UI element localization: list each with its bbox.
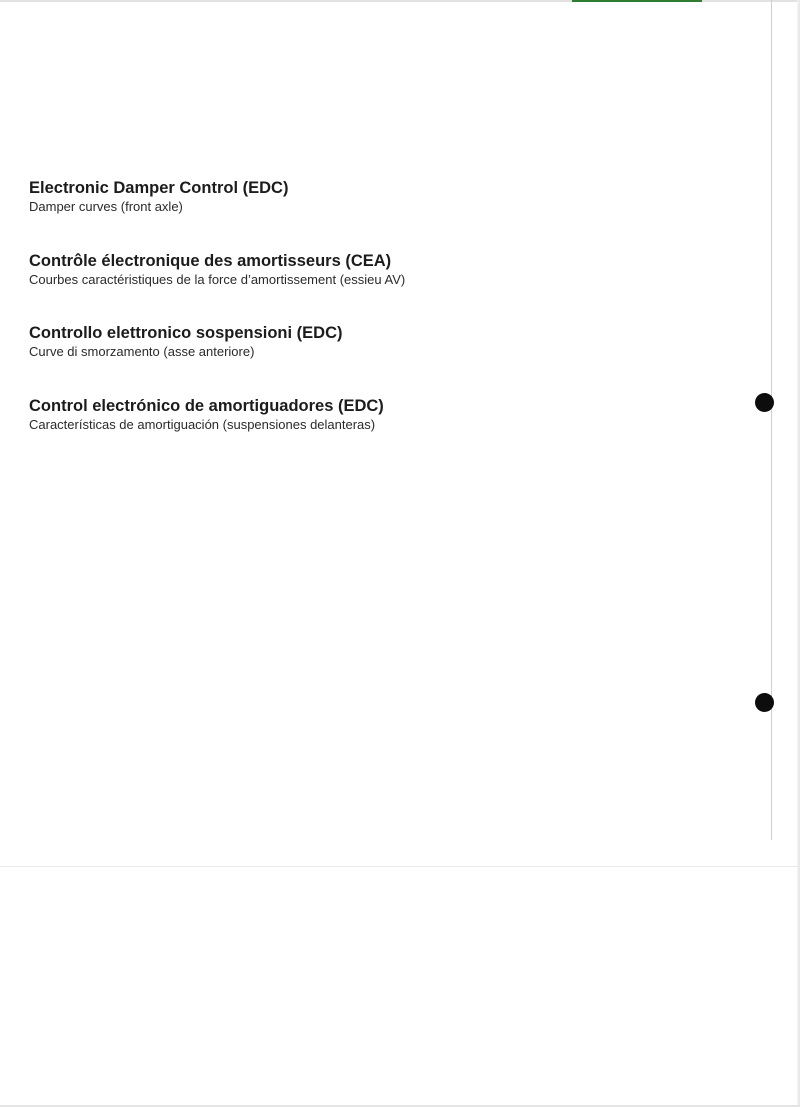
section-subtitle: Courbes caractéristiques de la force d’amortissement (essieu AV) [29,272,406,287]
section-italian [29,323,729,360]
punch-hole-icon [755,693,774,712]
section-title: Controllo elettronico sospensioni (EDC) [29,324,343,342]
section-subtitle: Características de amortiguación (suspensiones delanteras) [29,417,376,432]
section-english [29,178,729,215]
section-subtitle: Damper curves (front axle) [29,199,183,214]
fold-line [0,866,800,867]
punch-hole-icon [755,393,774,412]
section-spanish [29,396,729,433]
section-title: Control electrónico de amortiguadores (EDC) [29,397,384,415]
section-subtitle: Curve di smorzamento (asse anteriore) [29,344,255,359]
scan-edge-accent [572,0,702,2]
section-title: Contrôle électronique des amortisseurs (CEA) [29,252,392,270]
section-title: Electronic Damper Control (EDC) [29,179,289,197]
page-edge-line [771,0,772,840]
section-french [29,251,729,288]
